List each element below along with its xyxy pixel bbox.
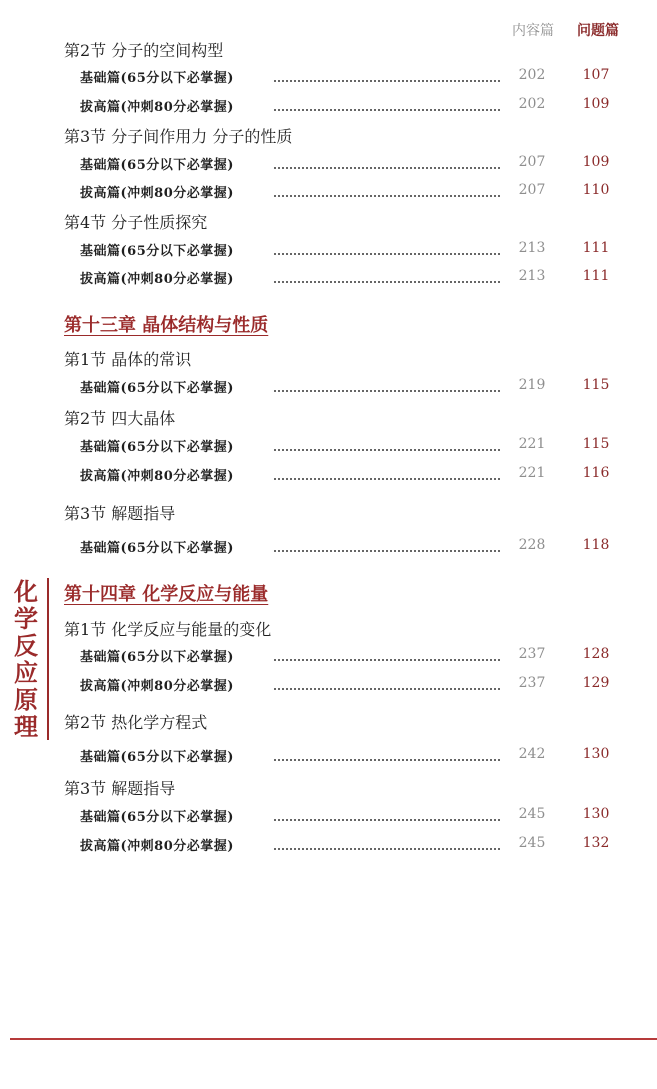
- section-title[interactable]: 第3节 解题指导: [64, 504, 176, 523]
- toc-entry[interactable]: [80, 96, 620, 116]
- dot-leader: [274, 478, 500, 480]
- side-title-char: 学: [14, 604, 38, 633]
- dot-leader: [274, 659, 500, 661]
- problem-page-number: 110: [582, 182, 610, 198]
- dot-leader: [274, 80, 500, 82]
- section-title[interactable]: 第1节 晶体的常识: [64, 350, 192, 369]
- toc-entry[interactable]: [80, 646, 620, 666]
- dot-leader: [274, 390, 500, 392]
- entry-label: 基础篇(65分以下必掌握): [80, 158, 234, 173]
- entry-label: 基础篇(65分以下必掌握): [80, 440, 234, 455]
- content-page-number: 213: [518, 240, 546, 256]
- problem-page-number: 128: [582, 646, 610, 662]
- toc-entry[interactable]: [80, 377, 620, 397]
- dot-leader: [274, 281, 500, 283]
- toc-entry[interactable]: [80, 537, 620, 557]
- toc-entry[interactable]: [80, 746, 620, 766]
- toc-entry[interactable]: [80, 835, 620, 855]
- problem-page-number: 109: [582, 154, 610, 170]
- dot-leader: [274, 167, 500, 169]
- problem-page-number: 109: [582, 96, 610, 112]
- side-divider-line: [47, 578, 49, 740]
- entry-label: 基础篇(65分以下必掌握): [80, 381, 234, 396]
- content-page-number: 219: [518, 377, 546, 393]
- side-title-char: 反: [14, 631, 38, 660]
- entry-label: 拔高篇(冲刺80分必掌握): [80, 469, 234, 484]
- content-column-header: 内容篇: [512, 23, 554, 39]
- toc-entry[interactable]: [80, 67, 620, 87]
- content-page-number: 237: [518, 646, 546, 662]
- toc-entry[interactable]: [80, 465, 620, 485]
- entry-label: 拔高篇(冲刺80分必掌握): [80, 186, 234, 201]
- entry-label: 拔高篇(冲刺80分必掌握): [80, 100, 234, 115]
- content-page-number: 245: [518, 835, 546, 851]
- toc-entry[interactable]: [80, 240, 620, 260]
- content-page-number: 221: [518, 436, 546, 452]
- problem-page-number: 115: [582, 436, 610, 452]
- dot-leader: [274, 195, 500, 197]
- side-section-title: [12, 578, 40, 740]
- entry-label: 基础篇(65分以下必掌握): [80, 750, 234, 765]
- section-title[interactable]: 第3节 分子间作用力 分子的性质: [64, 127, 293, 146]
- dot-leader: [274, 848, 500, 850]
- content-page-number: 213: [518, 268, 546, 284]
- problem-page-number: 115: [582, 377, 610, 393]
- dot-leader: [274, 109, 500, 111]
- bottom-rule: [10, 1038, 657, 1040]
- side-title-char: 应: [14, 658, 38, 687]
- dot-leader: [274, 819, 500, 821]
- toc-entry[interactable]: [80, 268, 620, 288]
- content-page-number: 242: [518, 746, 546, 762]
- problem-page-number: 107: [582, 67, 610, 83]
- entry-label: 拔高篇(冲刺80分必掌握): [80, 839, 234, 854]
- section-title[interactable]: 第4节 分子性质探究: [64, 213, 208, 232]
- toc-entry[interactable]: [80, 436, 620, 456]
- entry-label: 基础篇(65分以下必掌握): [80, 71, 234, 86]
- toc-entry[interactable]: [80, 154, 620, 174]
- chapter-title[interactable]: 第十四章 化学反应与能量: [64, 584, 269, 605]
- problem-page-number: 130: [582, 746, 610, 762]
- side-title-char: 理: [14, 712, 38, 741]
- dot-leader: [274, 253, 500, 255]
- side-title-char: 化: [14, 577, 38, 606]
- dot-leader: [274, 550, 500, 552]
- side-title-char: 原: [14, 685, 38, 714]
- toc-entry[interactable]: [80, 806, 620, 826]
- problem-page-number: 129: [582, 675, 610, 691]
- content-page-number: 207: [518, 154, 546, 170]
- section-title[interactable]: 第2节 分子的空间构型: [64, 41, 224, 60]
- problem-page-number: 111: [582, 240, 610, 256]
- problem-page-number: 132: [582, 835, 610, 851]
- section-title[interactable]: 第3节 解题指导: [64, 779, 176, 798]
- entry-label: 拔高篇(冲刺80分必掌握): [80, 679, 234, 694]
- toc-entry[interactable]: [80, 675, 620, 695]
- chapter-title[interactable]: 第十三章 晶体结构与性质: [64, 315, 269, 336]
- content-page-number: 221: [518, 465, 546, 481]
- entry-label: 基础篇(65分以下必掌握): [80, 244, 234, 259]
- content-page-number: 202: [518, 67, 546, 83]
- content-page-number: 245: [518, 806, 546, 822]
- dot-leader: [274, 688, 500, 690]
- problem-page-number: 111: [582, 268, 610, 284]
- toc-entry[interactable]: [80, 182, 620, 202]
- section-title[interactable]: 第2节 热化学方程式: [64, 713, 208, 732]
- dot-leader: [274, 449, 500, 451]
- entry-label: 基础篇(65分以下必掌握): [80, 541, 234, 556]
- content-page-number: 207: [518, 182, 546, 198]
- content-page-number: 228: [518, 537, 546, 553]
- section-title[interactable]: 第2节 四大晶体: [64, 409, 176, 428]
- content-page-number: 237: [518, 675, 546, 691]
- entry-label: 基础篇(65分以下必掌握): [80, 650, 234, 665]
- content-page-number: 202: [518, 96, 546, 112]
- problem-page-number: 116: [582, 465, 610, 481]
- problem-page-number: 130: [582, 806, 610, 822]
- problem-column-header: 问题篇: [577, 23, 619, 39]
- entry-label: 基础篇(65分以下必掌握): [80, 810, 234, 825]
- dot-leader: [274, 759, 500, 761]
- problem-page-number: 118: [582, 537, 610, 553]
- entry-label: 拔高篇(冲刺80分必掌握): [80, 272, 234, 287]
- section-title[interactable]: 第1节 化学反应与能量的变化: [64, 620, 272, 639]
